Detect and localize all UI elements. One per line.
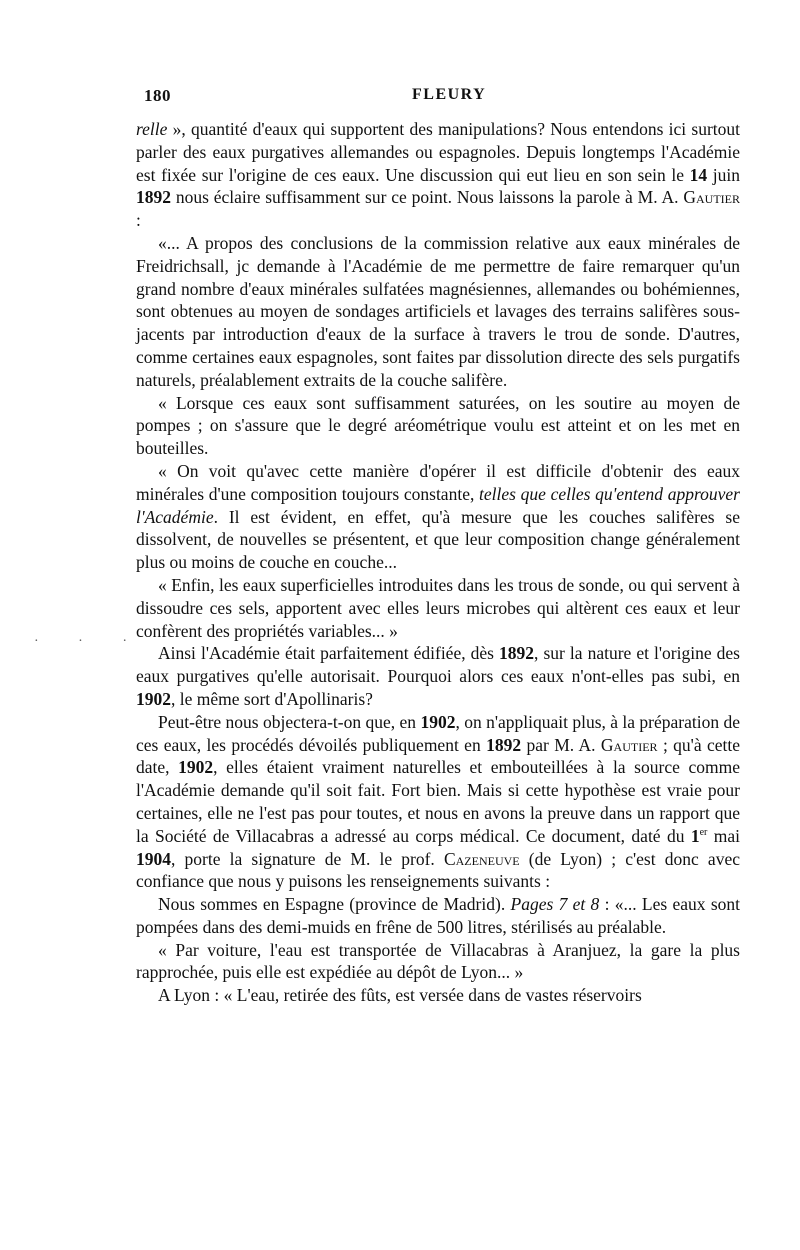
- text-run: mai: [707, 825, 740, 846]
- text-run: », quantité d'eaux qui supportent des manipulations? Nous entendons ici surtout parler des eaux purgatives allemandes ou espagnoles. Depuis longtemps l'Académie est fixée sur l'origine de ces eaux. Une discussion qui eut lieu en son sein le: [136, 119, 740, 185]
- text-run: , porte la signature de M. le prof.: [171, 848, 444, 869]
- text-run: nous éclaire suffisamment sur ce point. Nous laissons la parole à M. A.: [171, 187, 684, 208]
- paragraph: [136, 392, 740, 460]
- text-run: Gautier: [683, 187, 740, 208]
- text-run: 1902: [178, 757, 214, 778]
- paragraph: [136, 642, 740, 710]
- paragraph: [136, 574, 740, 642]
- page-header: [144, 86, 736, 110]
- running-title: FLEURY: [412, 86, 487, 103]
- paragraph: [136, 711, 740, 893]
- page-number: 180: [144, 86, 171, 105]
- text-run: Cazeneuve: [443, 848, 520, 869]
- text-run: 1902: [136, 688, 171, 709]
- text-run: :: [136, 210, 141, 231]
- text-run: , sur la nature et l'origine des eaux purgatives qu'elle autorisait. Pourquoi alors ces eaux n'ont-elles pas subi, en: [136, 643, 740, 687]
- text-run: : «... Les eaux sont pompées dans des demi-muids en frêne de 500 litres, stérilisés au préalable.: [136, 894, 740, 937]
- text-run: (de Lyon) ; c'est donc avec confiance que nous y puisons les renseignements suivants :: [136, 848, 740, 892]
- text-run: 1892: [499, 643, 535, 664]
- text-run: Peut-être nous objectera-t-on que, en: [158, 711, 421, 732]
- text-run: relle: [136, 119, 168, 139]
- text-run: A Lyon : « L'eau, retirée des fûts, est versée dans de vastes réservoirs: [158, 985, 642, 1006]
- body-text: [136, 118, 740, 1007]
- text-run: « Par voiture, l'eau est transportée de Villacabras à Aranjuez, la gare la plus rapprochée, puis elle est expédiée au dépôt de Lyon... »: [136, 939, 740, 983]
- text-run: « Enfin, les eaux superficielles introduites dans les trous de sonde, ou qui servent à dissoudre ces sels, apportent avec elles leurs microbes qui altèrent ces eaux et leur confèrent des propriétés variables... »: [136, 574, 740, 641]
- text-run: 14: [689, 164, 708, 185]
- text-run: Nous sommes en Espagne (province de Madrid).: [158, 894, 511, 915]
- text-run: « On voit qu'avec cette manière d'opérer il est difficile d'obtenir des eaux minérales d'une composition toujours constante,: [136, 460, 740, 504]
- text-run: Pages 7 et 8: [510, 894, 600, 915]
- text-run: ; qu'à cette date,: [136, 734, 740, 778]
- text-run: 1904: [136, 848, 171, 869]
- text-run: telles que celles qu'entend approuver l'Académie: [136, 483, 740, 527]
- paragraph: [136, 460, 740, 574]
- text-run: 1902: [420, 711, 456, 732]
- paragraph: [136, 118, 740, 232]
- text-run: , on n'appliquait plus, à la préparation de ces eaux, les procédés dévoilés publiquement en: [136, 711, 741, 755]
- paragraph: [136, 984, 740, 1007]
- text-run: , le même sort d'Apollinaris?: [171, 688, 373, 709]
- text-run: juin: [707, 164, 740, 185]
- text-run: . Il est évident, en effet, qu'à mesure que les couches salifères se dissolvent, de nouvelles se présentent, et que leur composition change généralement plus ou moins de couche en couche...: [136, 506, 740, 573]
- text-run: Ainsi l'Académie était parfaitement édifiée, dès: [158, 643, 500, 664]
- text-run: er: [699, 826, 708, 838]
- text-run: «... A propos des conclusions de la commission relative aux eaux minérales de Freidrichsall, jc demande à l'Académie de me permettre de faire remarquer qu'un grand nombre d'eaux minérales sulfatées magnésiennes, allemandes ou bohémiennes, sont obtenues au moyen de sondages artificiels et lavages des terrains salifères sous-jacents par introduction d'eaux de la surface à travers le trou de sonde. D'autres, comme certaines eaux espagnoles, sont faites par dissolution directe des sels purgatifs naturels, préalablement extraits de la couche salifère.: [136, 232, 740, 390]
- text-run: par M. A.: [521, 734, 601, 755]
- paragraph: [136, 939, 740, 985]
- paragraph: [136, 893, 740, 939]
- text-run: 1: [690, 825, 700, 846]
- text-run: 1892: [136, 187, 171, 208]
- text-run: 1892: [486, 734, 522, 755]
- text-run: « Lorsque ces eaux sont suffisamment saturées, on les soutire au moyen de pompes ; on s'assure que le degré aréométrique voulu est atteint et on les met en bouteilles.: [136, 392, 740, 459]
- paragraph: [136, 232, 740, 392]
- margin-marks: · · ·: [34, 634, 145, 649]
- text-run: , elles étaient vraiment naturelles et embouteillées à la source comme l'Académie demande qu'il soit fait. Fort bien. Mais si cette hypothèse est vraie pour certaines, elle ne l'est pas pour toutes, et nous en avons la preuve dans un rapport que la Société de Villacabras a adressé au corps médical. Ce document, daté du: [136, 757, 740, 846]
- text-run: Gautier: [600, 734, 658, 755]
